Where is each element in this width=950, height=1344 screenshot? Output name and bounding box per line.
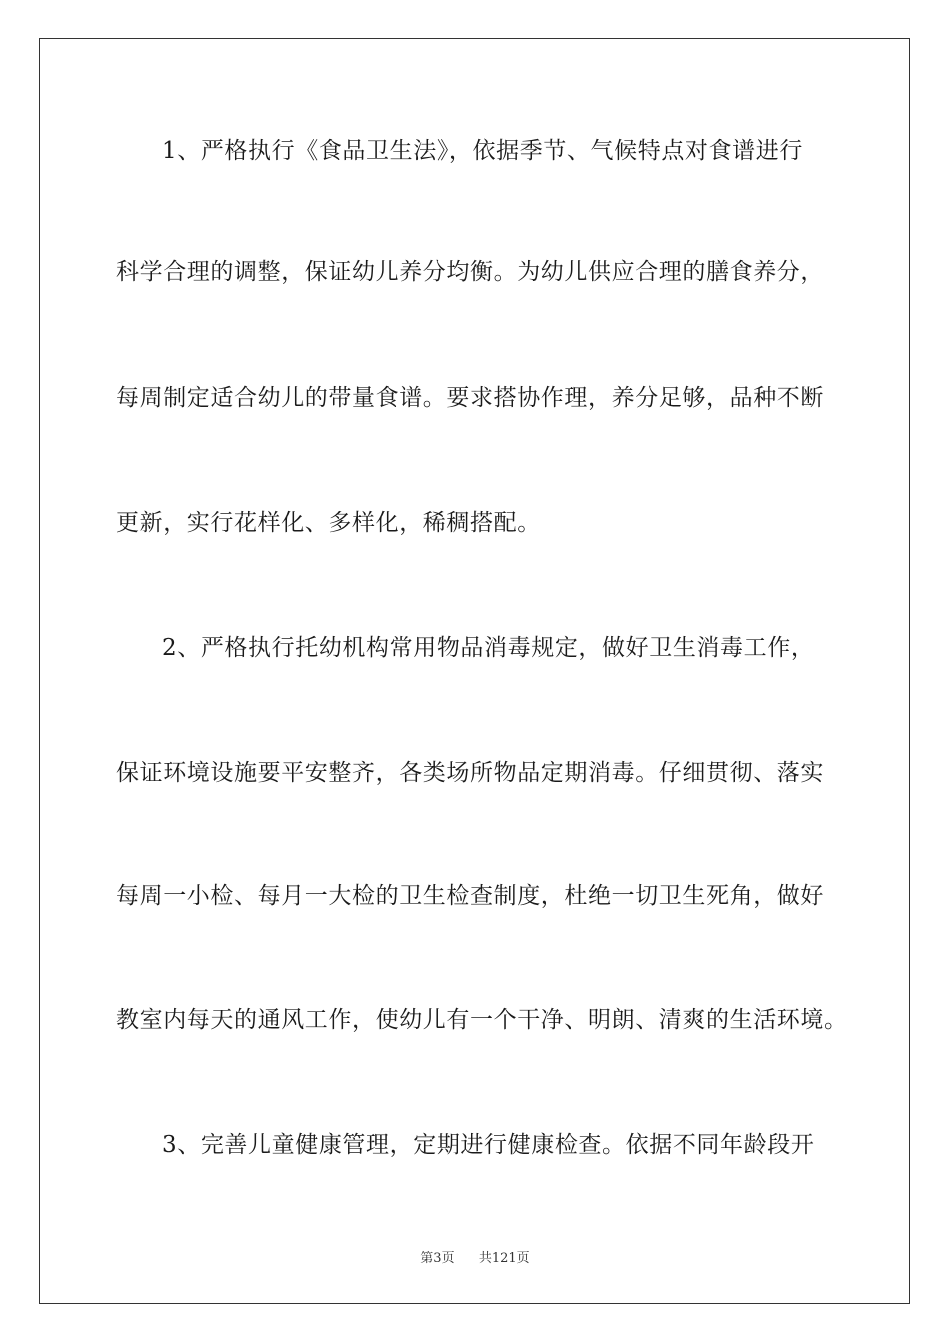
paragraph-1-line-2: 科学合理的调整，保证幼儿养分均衡。为幼儿供应合理的膳食养分，: [116, 259, 824, 285]
page-frame: [39, 38, 910, 1304]
paragraph-2-line-3: 每周一小检、每月一大检的卫生检查制度，杜绝一切卫生死角，做好: [116, 883, 824, 909]
paragraph-2-line-4: 教室内每天的通风工作，使幼儿有一个干净、明朗、清爽的生活环境。: [116, 1007, 848, 1033]
paragraph-2-line-1: 2、严格执行托幼机构常用物品消毒规定，做好卫生消毒工作，: [162, 635, 815, 661]
page-footer: [0, 1247, 950, 1266]
page-number: 第3页: [420, 1251, 455, 1266]
page-total: 共121页: [478, 1251, 530, 1266]
paragraph-2-line-2: 保证环境设施要平安整齐，各类场所物品定期消毒。仔细贯彻、落实: [116, 760, 824, 786]
paragraph-1-line-1: 1、严格执行《食品卫生法》，依据季节、气候特点对食谱进行: [162, 138, 803, 164]
paragraph-1-line-4: 更新，实行花样化、多样化，稀稠搭配。: [116, 510, 541, 536]
paragraph-3-line-1: 3、完善儿童健康管理，定期进行健康检查。依据不同年龄段开: [162, 1132, 815, 1158]
paragraph-1-line-3: 每周制定适合幼儿的带量食谱。要求搭协作理，养分足够，品种不断: [116, 385, 824, 411]
